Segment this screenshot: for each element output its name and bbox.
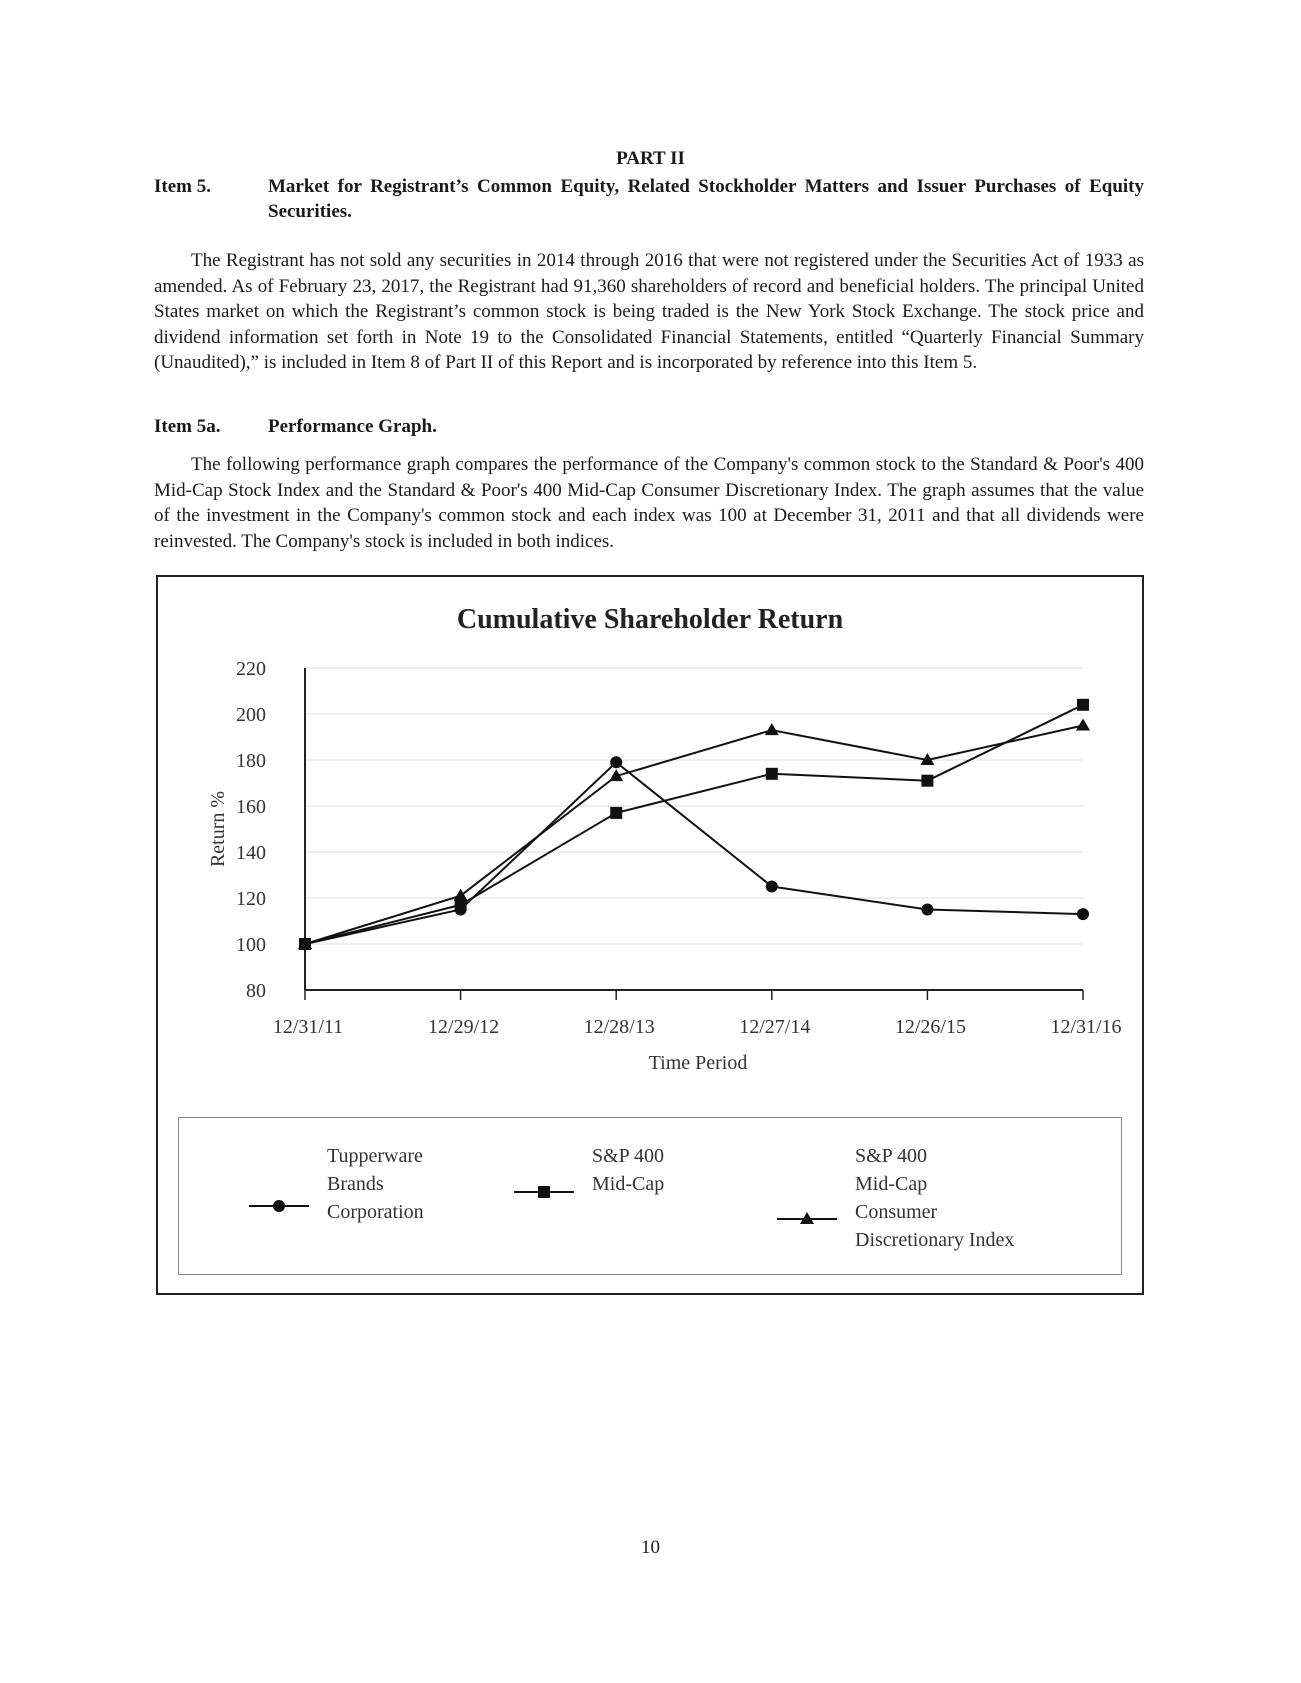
chart-legend: [178, 1117, 1122, 1275]
y-tick-label: 180: [236, 750, 266, 772]
item-5-number: Item 5.: [154, 176, 211, 197]
legend-label-sp400-consumer: [855, 1142, 1095, 1254]
legend-label-line: Brands: [327, 1173, 384, 1195]
item-5-title: Market for Registrant’s Common Equity, Related Stockholder Matters and Issuer Purchases of Equity Securities.: [268, 176, 1144, 222]
x-tick-label: 12/27/14: [739, 1016, 811, 1038]
item-5-paragraph: The Registrant has not sold any securities in 2014 through 2016 that were not registered under the Securities Act of 1933 as amended. As of February 23, 2017, the Registrant had 91,360 shareholders of record and beneficial holders. The principal United States market on which the Registrant’s common stock is being traded is the New York Stock Exchange. The stock price and dividend information set forth in Note 19 to the Consolidated Financial Statements, entitled “Quarterly Financial Summary (Unaudited),” is included in Item 8 of Part II of this Report and is incorporated by reference into this Item 5.: [154, 250, 1144, 373]
item-5a-title: Performance Graph.: [268, 416, 437, 437]
y-tick-label: 200: [236, 704, 266, 726]
data-point-circle: [610, 756, 622, 768]
data-point-square: [921, 775, 933, 787]
legend-label-tupperware: [327, 1142, 467, 1226]
triangle-marker-icon: [777, 1142, 841, 1252]
item-5a-number: Item 5a.: [154, 416, 221, 437]
square-marker-icon: [514, 1142, 578, 1222]
x-axis-label: Time Period: [648, 1052, 748, 1074]
data-point-triangle: [1076, 719, 1090, 731]
y-tick-label: 120: [236, 888, 266, 910]
y-tick-label: 80: [246, 980, 266, 1002]
x-tick-label: 12/31/11: [272, 1016, 344, 1038]
page-number: 10: [641, 1537, 660, 1558]
y-tick-label: 140: [236, 842, 266, 864]
item-5a-paragraph: The following performance graph compares the performance of the Company's common stock to the Standard & Poor's 400 Mid-Cap Stock Index and the Standard & Poor's 400 Mid-Cap Consumer Discretionary Index. The graph assumes that the value of the investment in the Company's common stock and each index was 100 at December 31, 2011 and that all dividends were reinvested. The Company's stock is included in both indices.: [154, 454, 1144, 552]
circle-marker-icon: [249, 1142, 313, 1222]
chart-title: Cumulative Shareholder Return: [456, 604, 844, 635]
data-point-triangle: [454, 889, 468, 901]
legend-label-line: Mid-Cap: [592, 1173, 665, 1195]
data-point-circle: [1077, 908, 1089, 920]
legend-label-line: Discretionary Index: [855, 1229, 1015, 1251]
part-heading: PART II: [616, 148, 685, 169]
legend-label-line: S&P 400: [592, 1145, 665, 1167]
x-tick-label: 12/26/15: [894, 1016, 966, 1038]
legend-label-line: Tupperware: [327, 1145, 423, 1167]
data-point-circle: [921, 904, 933, 916]
x-tick-label: 12/29/12: [428, 1016, 500, 1038]
data-point-square: [766, 768, 778, 780]
x-tick-label: 12/31/16: [1050, 1016, 1122, 1038]
x-tick-label: 12/28/13: [583, 1016, 655, 1038]
y-tick-label: 100: [236, 934, 266, 956]
legend-label-line: Mid-Cap: [855, 1173, 928, 1195]
data-point-square: [1077, 699, 1089, 711]
performance-chart: [156, 575, 1144, 1295]
legend-label-line: Consumer: [855, 1201, 938, 1223]
data-point-triangle: [765, 723, 779, 735]
y-tick-label: 160: [236, 796, 266, 818]
y-axis-label: Return %: [207, 790, 229, 868]
series-line-circle: [305, 762, 1083, 944]
legend-label-line: S&P 400: [855, 1145, 928, 1167]
data-point-circle: [766, 881, 778, 893]
legend-label-sp400: [592, 1142, 732, 1198]
data-point-square: [610, 807, 622, 819]
y-tick-label: 220: [236, 658, 266, 680]
legend-label-line: Corporation: [327, 1201, 424, 1223]
